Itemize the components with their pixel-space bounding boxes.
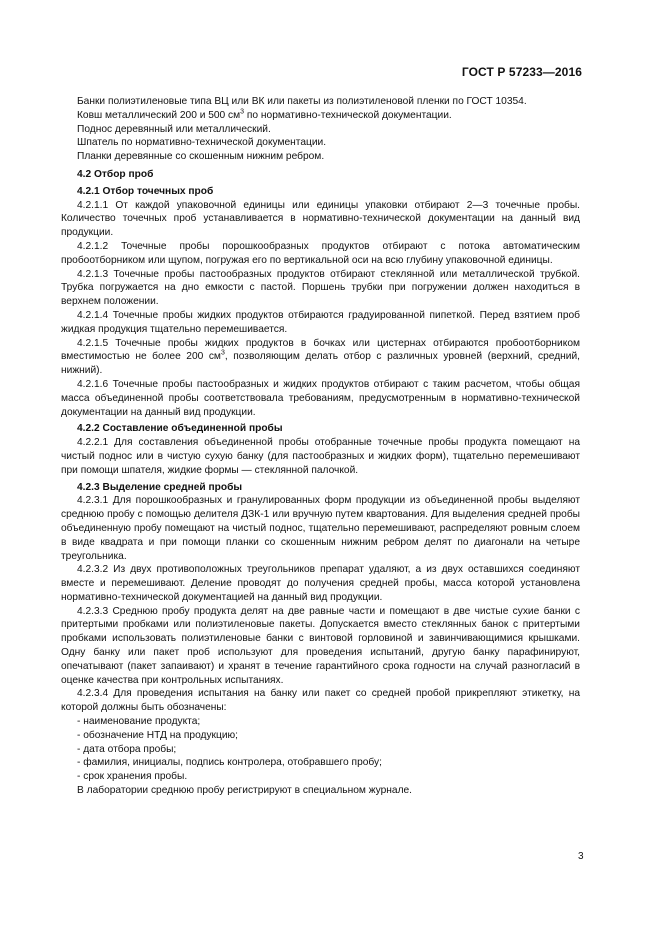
intro-line: Шпатель по нормативно-технической документации. (77, 137, 327, 149)
intro-line: Ковш металлический 200 и 500 $см^3$ по нормативно-технической документации. (77, 108, 452, 121)
section-heading-4-2-2: 4.2.2 Составление объединенной пробы (77, 423, 283, 435)
closing-paragraph: В лаборатории среднюю пробу регистрируют в специальном журнале. (77, 785, 413, 797)
list-item: - обозначение НТД на продукцию; (77, 729, 239, 741)
list-item: - срок хранения пробы. (77, 771, 188, 783)
paragraph-4-2-1-4: 4.2.1.4 Точечные пробы жидких продуктов отбираются градуированной пипеткой. Перед взятием проб жидкая продукция тщательно перемешивается. (61, 309, 580, 335)
list-item: - дата отбора пробы; (77, 743, 177, 755)
list-item: - фамилия, инициалы, подпись контролера, отобравшего пробу; (77, 757, 382, 769)
paragraph-4-2-3-3: 4.2.3.3 Среднюю пробу продукта делят на две равные части и помещают в две чистые сухие банки с притертыми пробками или полиэтиленовые пакеты. Допускается вместо стеклянных банок с притертыми пробками использовать полиэтиленовые банки с винтовой горловиной и завинчивающимися крышками. Одну банку или пакет проб используют для проведения испытаний, другую банку парафинируют, опечатывают (пакет запаивают) и хранят в течение гарантийного срока годности на случай разногласий в оценке качества при контрольных испытаниях. (61, 605, 580, 686)
intro-line: Планки деревянные со скошенным нижним ребром. (77, 151, 325, 163)
paragraph-4-2-3-2: 4.2.3.2 Из двух противоположных треугольников препарат удаляют, а из двух оставшихся соединяют вместе и перемешивают. Деление проводят до получения средней пробы, масса которой установлена нормативно-технической документацией на данный вид продукции. (61, 564, 580, 603)
document-code: ГОСТ Р 57233—2016 (461, 65, 582, 79)
paragraph-4-2-3-4: 4.2.3.4 Для проведения испытания на банку или пакет со средней пробой прикрепляют этикетку, на которой должны быть обозначены: (61, 688, 580, 714)
section-heading-4-2: 4.2 Отбор проб (77, 168, 154, 180)
section-heading-4-2-1: 4.2.1 Отбор точечных проб (77, 185, 214, 197)
page-content (61, 95, 580, 798)
paragraph-4-2-3-1: 4.2.3.1 Для порошкообразных и гранулированных форм продукции из объединенной пробы выделяют среднюю пробу с помощью делителя ДЗК-1 или вручную путем квартования. Для выделения средней пробы объединенную пробу помещают на чистый поднос, тщательно перемешивают, распределяют ровным слоем в виде квадрата и при помощи планки со скошенным нижним ребром делят по диагонали на четыре треугольника. (61, 495, 580, 562)
paragraph-4-2-1-5: 4.2.1.5 Точечные пробы жидких продуктов в бочках или цистернах отбираются пробоотборником вместимостью не более 200 $см^3$, позволяющим делать отбор с различных уровней (верхний, средний, нижний). (61, 337, 580, 377)
paragraph-4-2-2-1: 4.2.2.1 Для составления объединенной пробы отобранные точечные пробы продукта помещают на чистый поднос или в чистую сухую банку (для пастообразных и жидких форм), тщательно перемешивают при помощи шпателя, жидкие формы — стеклянной палочкой. (61, 437, 580, 476)
list-item: - наименование продукта; (77, 716, 201, 728)
page-number: 3 (578, 851, 584, 862)
paragraph-4-2-1-1: 4.2.1.1 От каждой упаковочной единицы или единицы упаковки отбирают 2—3 точечные пробы. Количество точечных проб устанавливается в нормативно-технической документации на данный вид продукции. (61, 199, 580, 239)
paragraph-4-2-1-2: 4.2.1.2 Точечные пробы порошкообразных продуктов отбирают с потока автоматическим пробоотборником или щупом, погружая его по вертикальной оси на всю глубину упаковочной единицы. (61, 240, 580, 266)
intro-line: Банки полиэтиленовые типа ВЦ или ВК или пакеты из полиэтиленовой пленки по ГОСТ 10354. (77, 96, 527, 107)
paragraph-4-2-1-6: 4.2.1.6 Точечные пробы пастообразных и жидких продуктов отбирают с таким расчетом, чтобы общая масса объединенной пробы соответствовала требованиям, предусмотренным в нормативно-технической документации на данный вид продукции. (61, 378, 580, 418)
intro-line: Поднос деревянный или металлический. (77, 123, 271, 135)
section-heading-4-2-3: 4.2.3 Выделение средней пробы (77, 481, 243, 493)
paragraph-4-2-1-3: 4.2.1.3 Точечные пробы пастообразных продуктов отбирают стеклянной или металлической трубкой. Трубка погружается на дно емкости с пастой. Поршень трубки при погружении должен находиться в верхнем положении. (61, 268, 580, 308)
